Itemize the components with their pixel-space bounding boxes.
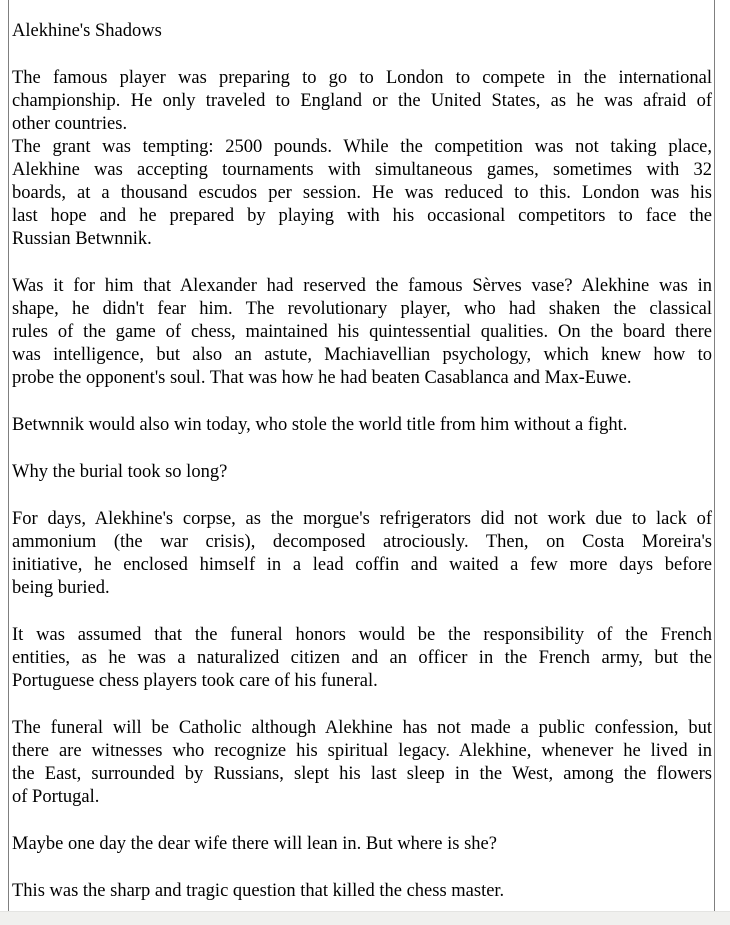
text-line: was intelligence, but also an astute, Machiavellian psychology, which knew how to <box>12 345 712 365</box>
document-page[interactable] <box>8 0 715 911</box>
text-line: Maybe one day the dear wife there will lean in. But where is she? <box>12 834 497 854</box>
text-line: Alekhine was accepting tournaments with simultaneous games, sometimes with 32 <box>12 160 712 180</box>
text-line: The grant was tempting: 2500 pounds. While the competition was not taking place, <box>12 137 712 157</box>
text-line: The famous player was preparing to go to London to compete in the international <box>12 68 712 88</box>
text-line: being buried. <box>12 578 110 598</box>
text-line: It was assumed that the funeral honors would be the responsibility of the French <box>12 625 712 645</box>
text-line: championship. He only traveled to England or the United States, as he was afraid of <box>12 91 712 111</box>
paragraph <box>12 275 712 390</box>
text-line: boards, at a thousand escudos per session. He was reduced to this. London was his <box>12 183 712 203</box>
text-line: entities, as he was a naturalized citizen and an officer in the French army, but the <box>12 648 712 668</box>
text-line: shape, he didn't fear him. The revolutionary player, who had shaken the classical <box>12 299 712 319</box>
text-line: This was the sharp and tragic question that killed the chess master. <box>12 881 505 901</box>
text-line: The funeral will be Catholic although Alekhine has not made a public confession, but <box>12 718 712 738</box>
document-body <box>12 67 712 903</box>
text-line: other countries. <box>12 114 128 134</box>
paragraph <box>12 833 712 856</box>
paragraph <box>12 880 712 903</box>
document-title: Alekhine's Shadows <box>12 21 162 41</box>
text-line: Was it for him that Alexander had reserved the famous Sèrves vase? Alekhine was in <box>12 276 712 296</box>
paragraph <box>12 461 712 484</box>
text-line: ammonium (the war crisis), decomposed atrociously. Then, on Costa Moreira's <box>12 532 712 552</box>
paragraph <box>12 624 712 693</box>
paragraph <box>12 508 712 600</box>
text-line: Russian Betwnnik. <box>12 229 152 249</box>
text-line: initiative, he enclosed himself in a lead coffin and waited a few more days before <box>12 555 712 575</box>
text-line: of Portugal. <box>12 787 100 807</box>
text-line: Why the burial took so long? <box>12 462 228 482</box>
text-line: rules of the game of chess, maintained his quintessential qualities. On the board there <box>12 322 712 342</box>
text-line: Betwnnik would also win today, who stole the world title from him without a fight. <box>12 415 628 435</box>
text-line: the East, surrounded by Russians, slept his last sleep in the West, among the flowers <box>12 764 712 784</box>
text-line: there are witnesses who recognize his spiritual legacy. Alekhine, whenever he lived in <box>12 741 712 761</box>
text-line: For days, Alekhine's corpse, as the morgue's refrigerators did not work due to lack of <box>12 509 712 529</box>
paragraph <box>12 67 712 136</box>
horizontal-scrollbar-track[interactable] <box>0 911 730 925</box>
text-line: last hope and he prepared by playing with his occasional competitors to face the <box>12 206 712 226</box>
paragraph <box>12 136 712 251</box>
paragraph <box>12 717 712 809</box>
text-line: probe the opponent's soul. That was how he had beaten Casablanca and Max-Euwe. <box>12 368 632 388</box>
paragraph <box>12 414 712 437</box>
text-line: Portuguese chess players took care of his funeral. <box>12 671 378 691</box>
